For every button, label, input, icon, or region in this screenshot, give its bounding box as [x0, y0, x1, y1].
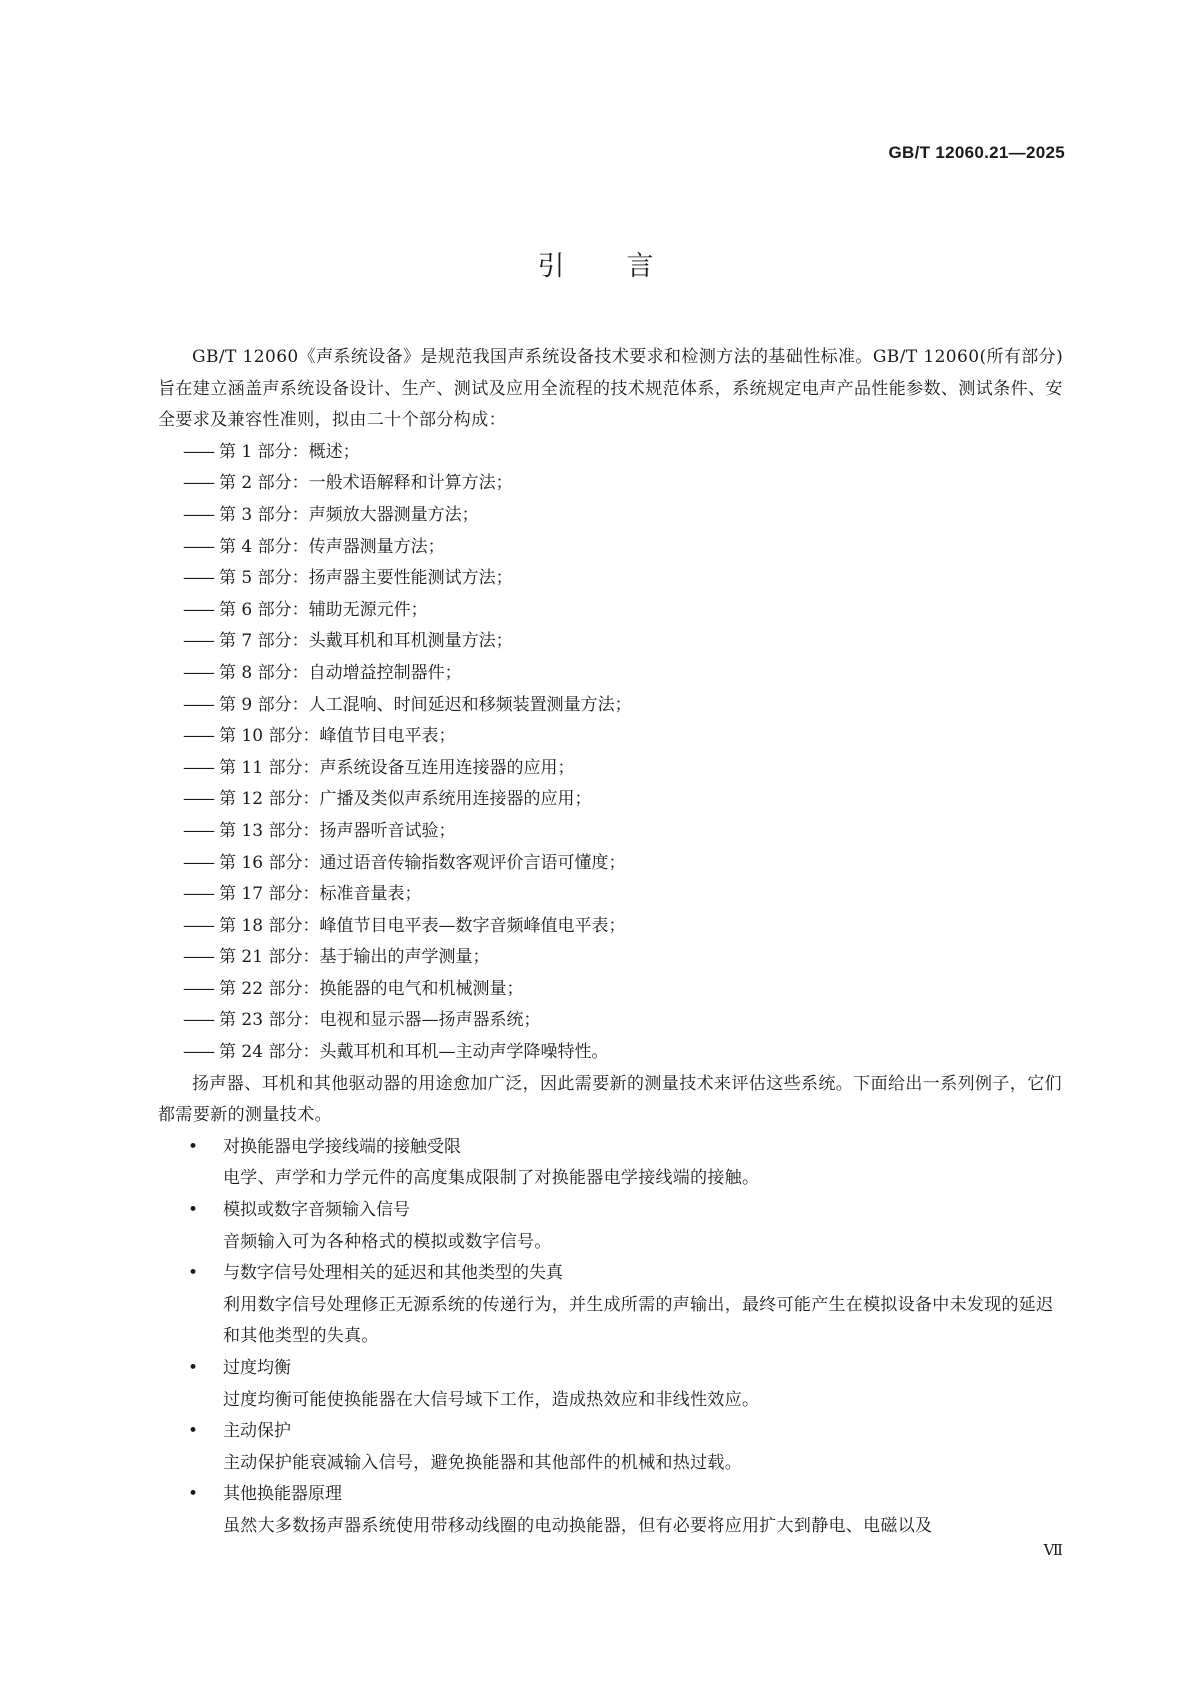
example-text: 虽然大多数扬声器系统使用带移动线圈的电动换能器，但有必要将应用扩大到静电、电磁以及	[223, 1515, 933, 1536]
page-title: 引言	[537, 251, 716, 282]
example-text: 主动保护能衰减输入信号，避免换能器和其他部件的机械和热过载。	[223, 1452, 742, 1473]
example-item	[158, 1258, 1066, 1353]
dash-marker: ——	[183, 820, 213, 841]
example-text: 电学、声学和力学元件的高度集成限制了对换能器电学接线端的接触。	[223, 1168, 760, 1189]
part-text: 第 2 部分：一般术语解释和计算方法；	[219, 473, 513, 494]
part-text: 第 6 部分：辅助无源元件；	[219, 599, 428, 620]
dash-marker: ——	[183, 536, 213, 557]
part-item	[158, 816, 1066, 848]
part-text: 第 9 部分：人工混响、时间延迟和移频装置测量方法；	[219, 694, 632, 715]
dash-marker: ——	[183, 947, 213, 968]
example-heading: 模拟或数字音频输入信号	[223, 1200, 410, 1221]
part-item	[158, 563, 1066, 595]
part-text: 第 7 部分：头戴耳机和耳机测量方法；	[219, 631, 513, 652]
dash-marker: ——	[183, 884, 213, 905]
bullet-marker: •	[188, 1200, 199, 1221]
bullet-marker: •	[188, 1421, 199, 1442]
example-item	[158, 1416, 1066, 1479]
part-text: 第 24 部分：头戴耳机和耳机—主动声学降噪特性。	[219, 1042, 609, 1063]
part-text: 第 18 部分：峰值节目电平表—数字音频峰值电平表；	[219, 915, 626, 936]
part-item	[158, 437, 1066, 469]
example-item	[158, 1195, 1066, 1258]
example-item	[158, 1479, 1066, 1542]
part-item	[158, 974, 1066, 1006]
part-text: 第 5 部分：扬声器主要性能测试方法；	[219, 568, 513, 589]
dash-marker: ——	[183, 694, 213, 715]
part-item	[158, 595, 1066, 627]
page-number: Ⅶ	[1043, 1541, 1063, 1559]
bullet-marker: •	[188, 1358, 199, 1378]
examples-list	[158, 1132, 1066, 1543]
dash-marker: ——	[183, 757, 213, 778]
example-item	[158, 1353, 1066, 1416]
example-heading: 与数字信号处理相关的延迟和其他类型的失真	[223, 1263, 563, 1284]
dash-marker: ——	[183, 631, 213, 652]
part-text: 第 22 部分：换能器的电气和机械测量；	[219, 978, 524, 999]
example-item	[158, 1132, 1066, 1195]
example-heading: 对换能器电学接线端的接触受限	[223, 1136, 461, 1157]
part-item	[158, 784, 1066, 816]
example-heading: 过度均衡	[223, 1358, 291, 1378]
part-item	[158, 468, 1066, 500]
example-heading: 主动保护	[223, 1421, 291, 1442]
examples-intro-paragraph: 扬声器、耳机和其他驱动器的用途愈加广泛，因此需要新的测量技术来评估这些系统。下面给出一系列例子，它们都需要新的测量技术。	[158, 1073, 1062, 1126]
part-text: 第 16 部分：通过语音传输指数客观评价言语可懂度；	[219, 852, 626, 873]
example-text: 过度均衡可能使换能器在大信号域下工作，造成热效应和非线性效应。	[223, 1389, 760, 1410]
part-item	[158, 942, 1066, 974]
example-heading: 其他换能器原理	[223, 1484, 342, 1505]
part-text: 第 1 部分：概述；	[219, 441, 360, 462]
part-item	[158, 532, 1066, 564]
part-item	[158, 911, 1066, 943]
part-text: 第 12 部分：广播及类似声系统用连接器的应用；	[219, 789, 592, 810]
dash-marker: ——	[183, 568, 213, 589]
intro-paragraph: GB/T 12060《声系统设备》是规范我国声系统设备技术要求和检测方法的基础性标准。GB/T 12060(所有部分)旨在建立涵盖声系统设备设计、生产、测试及应用全流程的技术规范体系，系统规定电声产品性能参数、测试条件、安全要求及兼容性准则，拟由二十个部分构成：	[158, 347, 1064, 431]
parts-list	[158, 437, 1066, 1069]
dash-marker: ——	[183, 852, 213, 873]
part-item	[158, 848, 1066, 880]
dash-marker: ——	[183, 978, 213, 999]
part-text: 第 13 部分：扬声器听音试验；	[219, 820, 456, 841]
main-content	[158, 342, 1066, 1543]
part-text: 第 21 部分：基于输出的声学测量；	[219, 947, 490, 968]
part-item	[158, 626, 1066, 658]
part-text: 第 10 部分：峰值节目电平表；	[219, 726, 456, 747]
example-text: 音频输入可为各种格式的模拟或数字信号。	[223, 1231, 552, 1252]
part-text: 第 8 部分：自动增益控制器件；	[219, 662, 462, 683]
part-text: 第 3 部分：声频放大器测量方法；	[219, 504, 479, 525]
dash-marker: ——	[183, 1042, 213, 1063]
part-text: 第 11 部分：声系统设备互连用连接器的应用；	[219, 757, 575, 778]
document-code: GB/T 12060.21—2025	[888, 143, 1065, 162]
part-text: 第 17 部分：标准音量表；	[219, 884, 422, 905]
bullet-marker: •	[188, 1484, 199, 1505]
part-item	[158, 658, 1066, 690]
part-text: 第 23 部分：电视和显示器—扬声器系统；	[219, 1010, 541, 1031]
dash-marker: ——	[183, 599, 213, 620]
dash-marker: ——	[183, 662, 213, 683]
part-item	[158, 690, 1066, 722]
dash-marker: ——	[183, 789, 213, 810]
part-item	[158, 753, 1066, 785]
dash-marker: ——	[183, 1010, 213, 1031]
part-item	[158, 1037, 1066, 1069]
dash-marker: ——	[183, 504, 213, 525]
part-item	[158, 500, 1066, 532]
bullet-marker: •	[188, 1263, 199, 1284]
part-text: 第 4 部分：传声器测量方法；	[219, 536, 445, 557]
part-item	[158, 1005, 1066, 1037]
dash-marker: ——	[183, 726, 213, 747]
dash-marker: ——	[183, 441, 213, 462]
bullet-marker: •	[188, 1136, 199, 1157]
dash-marker: ——	[183, 915, 213, 936]
dash-marker: ——	[183, 473, 213, 494]
example-text: 利用数字信号处理修正无源系统的传递行为，并生成所需的声输出，最终可能产生在模拟设备中未发现的延迟和其他类型的失真。	[223, 1294, 1054, 1347]
part-item	[158, 879, 1066, 911]
part-item	[158, 721, 1066, 753]
